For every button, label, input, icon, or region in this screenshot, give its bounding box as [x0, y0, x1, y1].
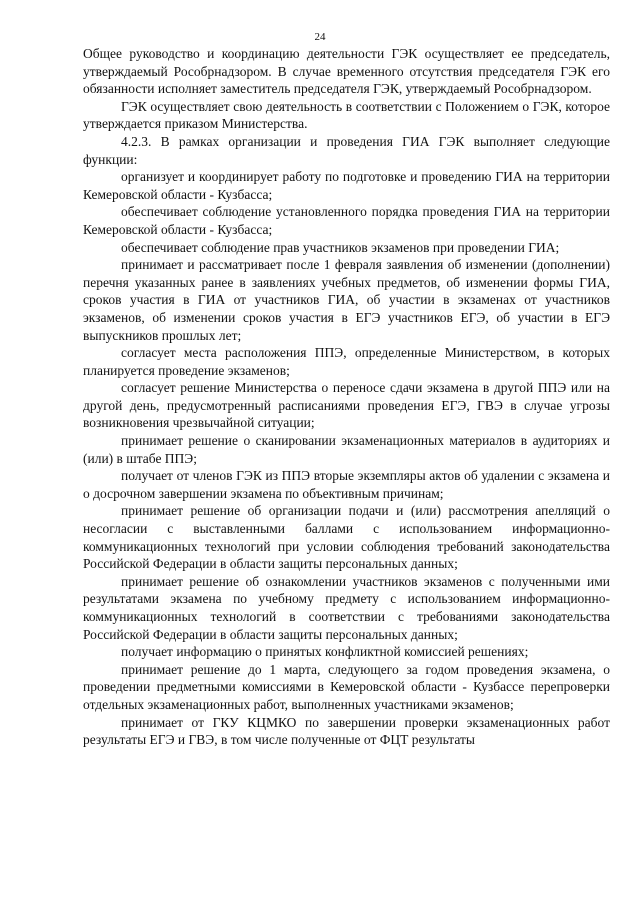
paragraph: принимает решение до 1 марта, следующего за годом проведения экзамена, о проведении предметными комиссиями в Кемеровской области - Кузбассе перепроверки отдельных экзаменационных работ, выполненных участниками экзаменов;: [83, 661, 610, 712]
paragraph: ГЭК осуществляет свою деятельность в соответствии с Положением о ГЭК, которое утверждается приказом Министерства.: [83, 98, 610, 132]
paragraph: обеспечивает соблюдение установленного порядка проведения ГИА на территории Кемеровской области - Кузбасса;: [83, 204, 610, 237]
paragraph: принимает и рассматривает после 1 февраля заявления об изменении (дополнении) перечня указанных ранее в заявлениях учебных предметов, об изменении формы ГИА, сроков участия в ГИА от участников ГИА, об участии в экзаменах от участников экзаменов, об изменении сроков участия в ЕГЭ участников ЕГЭ, об участии в ЕГЭ выпускников прошлых лет;: [83, 257, 610, 343]
paragraph: получает информацию о принятых конфликтной комиссией решениях;: [121, 644, 529, 660]
paragraph: согласует места расположения ППЭ, определенные Министерством, в которых планируется проведение экзаменов;: [83, 345, 610, 378]
paragraph: принимает решение об ознакомлении участников экзаменов с полученными ими результатами экзамена по учебному предмету с использованием информационно-коммуникационных технологий в соответствии с требованиями законодательства Российской Федерации в области защиты персональных данных;: [83, 573, 610, 642]
paragraph: согласует решение Министерства о переносе сдачи экзамена в другой ППЭ или на другой день, предусмотренный расписаниями проведения ЕГЭ, ГВЭ в случае угрозы возникновения чрезвычайной ситуации;: [83, 380, 610, 431]
paragraph: принимает решение об организации подачи и (или) рассмотрения апелляций о несогласии с выставленными баллами с использованием информационно-коммуникационных технологий при условии соблюдения требований законодательства Российской Федерации в области защиты персональных данных;: [83, 503, 610, 572]
paragraph: Общее руководство и координацию деятельности ГЭК осуществляет ее председатель, утверждаемый Рособрнадзором. В случае временного отсутствия председателя ГЭК его обязанности исполняет заместитель председателя ГЭК, утверждаемый Рособрнадзором.: [83, 46, 610, 97]
paragraph: обеспечивает соблюдение прав участников экзаменов при проведении ГИА;: [121, 239, 560, 255]
paragraph: организует и координирует работу по подготовке и проведению ГИА на территории Кемеровской области - Кузбасса;: [83, 169, 610, 202]
paragraph: получает от членов ГЭК из ППЭ вторые экземпляры актов об удалении с экзамена и о досрочном завершении экзамена по объективным причинам;: [83, 468, 610, 501]
paragraph: 4.2.3. В рамках организации и проведения ГИА ГЭК выполняет следующие функции:: [83, 133, 610, 167]
paragraph: принимает решение о сканировании экзаменационных материалов в аудиториях и (или) в штабе ППЭ;: [83, 433, 610, 466]
document-body: [83, 45, 610, 749]
paragraph: принимает от ГКУ КЦМКО по завершении проверки экзаменационных работ результаты ЕГЭ и ГВЭ, в том числе полученные от ФЦТ результаты: [83, 714, 610, 748]
page-number: 24: [314, 31, 326, 43]
